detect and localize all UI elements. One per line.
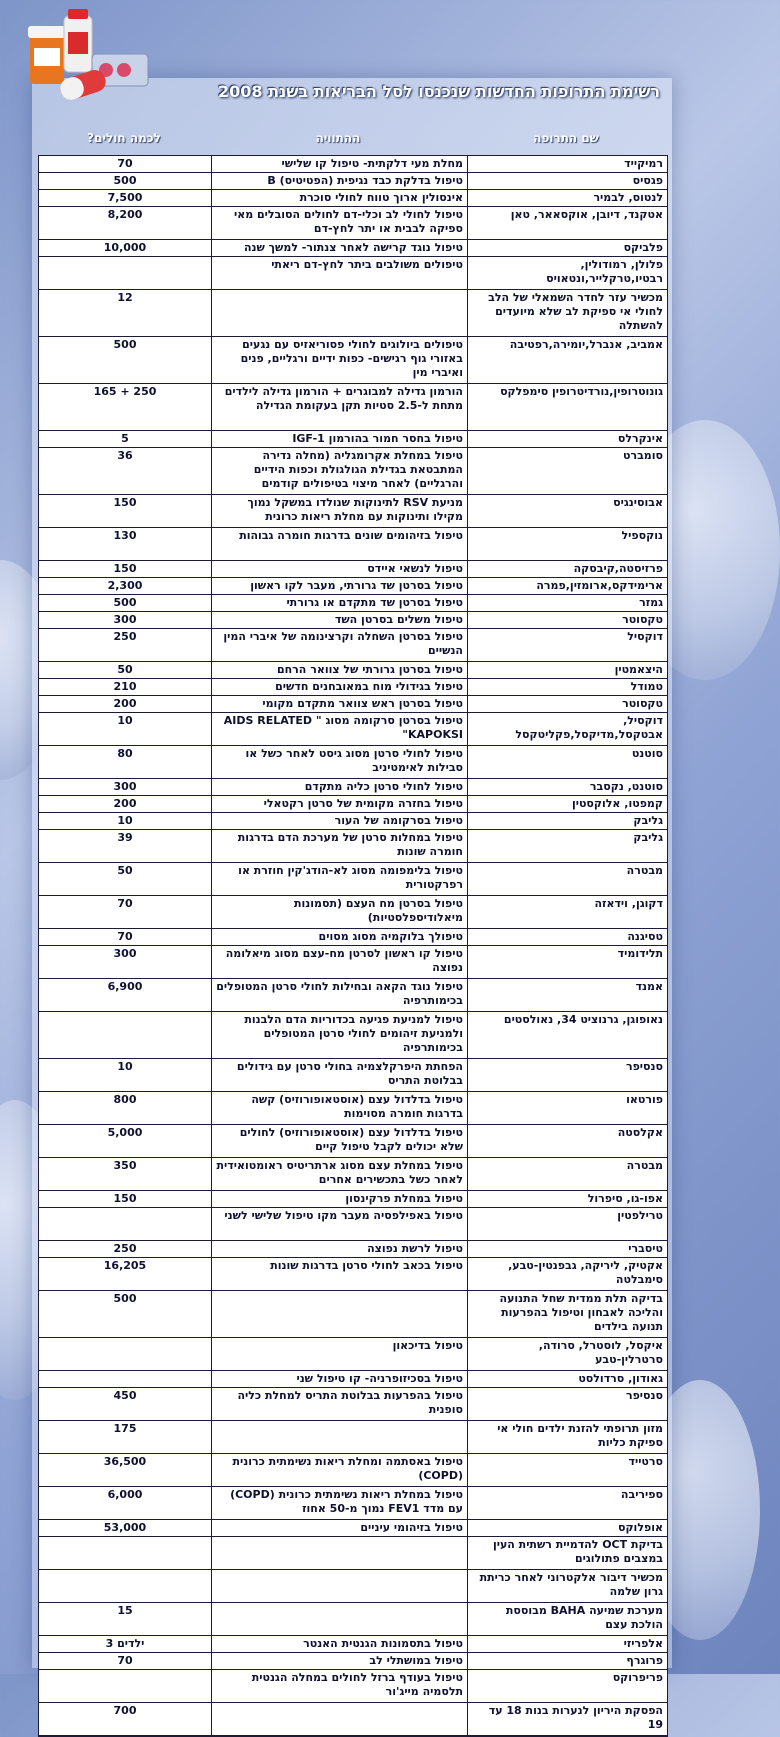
drug-name-cell: נאופוגן, גרנוציט 34, נאולסטים	[467, 1012, 667, 1058]
drug-name-cell: גליבק	[467, 813, 667, 829]
patients-cell: 10,000	[103, 241, 147, 254]
header-patients: לכמה חולים?	[87, 131, 161, 145]
table-row	[39, 1670, 667, 1703]
patients-cell: 70	[117, 1654, 133, 1667]
indication-cell: טיפול בדלדול עצם (אוסטאופורוזיס) לחולים שלא יכולים לקבל טיפול קיים	[211, 1125, 467, 1157]
drug-name-cell: ספיריבה	[467, 1487, 667, 1519]
table-row	[39, 290, 667, 337]
table-row	[39, 156, 667, 173]
indication-cell: אינסולין ארוך טווח לחולי סוכרת	[211, 190, 467, 206]
drug-name-cell: דוקסיל, אבטקסל,מדיקסל,פקליטקסל	[467, 713, 667, 745]
table-row	[39, 896, 667, 929]
table-row	[39, 713, 667, 746]
table-row	[39, 1421, 667, 1454]
drug-name-cell: סוטנט	[467, 746, 667, 778]
patients-cell: 800	[113, 1093, 137, 1106]
indication-cell: טיפול בעודף ברזל לחולים במחלה הגנטית תלסמיה מייג'ור	[211, 1670, 467, 1702]
drug-name-cell: טסיגנה	[467, 929, 667, 945]
drug-name-cell: מכשיר עזר לחדר השמאלי של הלב לחולי אי ספיקת לב שלא מיועדים להשתלה	[467, 290, 667, 336]
table-row	[39, 1454, 667, 1487]
patients-cell: 3 ילדים	[105, 1637, 145, 1650]
table-row	[39, 431, 667, 448]
patients-cell: 150	[113, 1192, 137, 1205]
indication-cell	[211, 290, 467, 336]
drug-name-cell: ארימידקס,ארומזין,פמרה	[467, 578, 667, 594]
drug-name-cell: איקסל, לוסטרל, סרודה, סרטרלין-טבע	[467, 1338, 667, 1370]
indication-cell: טיפול בסרטן גרורתי של צוואר הרחם	[211, 662, 467, 678]
indication-cell: טיפול נוגד הקאה ובחילות לחולי סרטן המטופלים בכימותרפיה	[211, 979, 467, 1011]
indication-cell: טיפול לחולי לב וכלי-דם לחולים הסובלים מאי ספיקה לבבית או יתר לחץ-דם	[211, 207, 467, 239]
drug-name-cell: פלולן, רמודולין, רבטיו,טרקלייר,ונטאויס	[467, 257, 667, 289]
table-row	[39, 1208, 667, 1241]
patients-cell: 250	[113, 1242, 137, 1255]
indication-cell: טיפול בסרטן שד גרורתי, מעבר לקו ראשון	[211, 578, 467, 594]
indication-cell: טיפול לחולי סרטן מסוג גיסט לאחר כשל או סבילות לאימטיניב	[211, 746, 467, 778]
patients-cell: 10	[117, 1060, 133, 1073]
drugs-table	[38, 155, 668, 1737]
indication-cell: טיפול בסרקומה של העור	[211, 813, 467, 829]
indication-cell: טיפול בהפרעות בבלוטת התריס למחלת כליה סופנית	[211, 1388, 467, 1420]
patients-cell: 700	[113, 1704, 137, 1717]
table-row	[39, 1636, 667, 1653]
drug-name-cell: טקסוטר	[467, 612, 667, 628]
indication-cell: טיפול בסרטן ראש צוואר מתקדם מקומי	[211, 696, 467, 712]
header-indication: ההתוויה	[315, 131, 361, 145]
patients-cell: 5	[121, 432, 129, 445]
drug-name-cell: פורטאו	[467, 1092, 667, 1124]
indication-cell: טיפול קו ראשון לסרטן מח-עצם מסוג מיאלומה נפוצה	[211, 946, 467, 978]
indication-cell: טיפול בסרטן מח העצם (תסמונות מיאלודיספלסטיות)	[211, 896, 467, 928]
drug-name-cell: טמודל	[467, 679, 667, 695]
table-row	[39, 629, 667, 662]
indication-cell: טיפול לרשת נפוצה	[211, 1241, 467, 1257]
patients-cell: 50	[117, 663, 133, 676]
patients-cell: 500	[113, 596, 137, 609]
patients-cell: 36,500	[103, 1455, 147, 1468]
table-row	[39, 257, 667, 290]
drug-name-cell: גליבק	[467, 830, 667, 862]
patients-cell: 150	[113, 562, 137, 575]
patients-cell: 210	[113, 680, 137, 693]
drug-name-cell: מבטרה	[467, 1158, 667, 1190]
drug-name-cell: מזון תרופתי להזנת ילדים חולי אי ספיקת כליות	[467, 1421, 667, 1453]
patients-cell: 350	[113, 1159, 137, 1172]
drug-name-cell: גונוטרופין,נורדיטרופין סימפלקס	[467, 384, 667, 430]
drug-name-cell: פלביקס	[467, 240, 667, 256]
patients-cell: 165 + 250	[93, 385, 157, 398]
patients-cell: 300	[113, 613, 137, 626]
drug-name-cell: הפסקת היריון לנערות בנות 18 עד 19	[467, 1703, 667, 1735]
drug-name-cell: פגסיס	[467, 173, 667, 189]
table-row	[39, 495, 667, 528]
patients-cell: 200	[113, 797, 137, 810]
table-row	[39, 1125, 667, 1158]
drug-name-cell: גאודון, סרדולסט	[467, 1371, 667, 1387]
page-title: רשימת התרופות החדשות שנכנסו לסל הבריאות בשנת 2008	[218, 82, 660, 101]
table-header	[38, 124, 666, 152]
patients-cell: 150	[113, 496, 137, 509]
table-row	[39, 779, 667, 796]
table-row	[39, 1291, 667, 1338]
patients-cell: 80	[117, 747, 133, 760]
drug-name-cell: מכשיר דיבור אלקטרוני לאחר כריתת גרון שלמה	[467, 1570, 667, 1602]
patients-cell: 300	[113, 780, 137, 793]
table-row	[39, 1012, 667, 1059]
table-row	[39, 337, 667, 384]
drug-name-cell: סנסיפר	[467, 1059, 667, 1091]
drug-name-cell: בדיקה תלת ממדית שחל התנועה והליכה לאבחון וטיפול בהפרעות תנועה בילדים	[467, 1291, 667, 1337]
patients-cell: 175	[113, 1422, 137, 1435]
drug-name-cell: אטקנד, דיובן, אוקסאאר, טאן	[467, 207, 667, 239]
drug-name-cell: אבוסינגיס	[467, 495, 667, 527]
table-row	[39, 679, 667, 696]
indication-cell: טיפול לחולי סרטן כליה מתקדם	[211, 779, 467, 795]
table-row	[39, 1338, 667, 1371]
patients-cell	[39, 1537, 211, 1569]
indication-cell: טיפול בסכיזופרניה- קו טיפול שני	[211, 1371, 467, 1387]
indication-cell: טיפול בסרטן סרקומה מסוג " AIDS RELATED KAPOKSI"	[211, 713, 467, 745]
drug-name-cell: היצאמטין	[467, 662, 667, 678]
table-row	[39, 946, 667, 979]
table-row	[39, 830, 667, 863]
drug-name-cell: סומברט	[467, 448, 667, 494]
drug-name-cell: נוקספיל	[467, 528, 667, 560]
patients-cell: 6,900	[107, 980, 143, 993]
patients-cell: 70	[117, 157, 133, 170]
table-row	[39, 1258, 667, 1291]
table-row	[39, 1191, 667, 1208]
patients-cell: 53,000	[103, 1521, 147, 1534]
patients-cell	[39, 1012, 211, 1058]
indication-cell: טיפול בסרטן השחלה וקרצינומה של איברי המין הנשיים	[211, 629, 467, 661]
table-row	[39, 1537, 667, 1570]
patients-cell: 250	[113, 630, 137, 643]
table-row	[39, 1241, 667, 1258]
indication-cell: טיפול לנשאי איידס	[211, 561, 467, 577]
patients-cell: 200	[113, 697, 137, 710]
table-row	[39, 384, 667, 431]
patients-cell: 39	[117, 831, 133, 844]
patients-cell: 450	[113, 1389, 137, 1402]
table-row	[39, 1388, 667, 1421]
patients-cell	[39, 1570, 211, 1602]
table-row	[39, 190, 667, 207]
patients-cell: 300	[113, 947, 137, 960]
patients-cell: 500	[113, 174, 137, 187]
patients-cell	[39, 1371, 211, 1387]
table-row	[39, 612, 667, 629]
drug-name-cell: קמפטו, אלוקסטין	[467, 796, 667, 812]
indication-cell: טיפול בגידולי מוח במאובחנים חדשים	[211, 679, 467, 695]
drug-name-cell: דקוגן, וידאזה	[467, 896, 667, 928]
indication-cell: טיפול במחלת עצם מסוג ארתריטיס ראומטואידית לאחר כשל בתכשירים אחרים	[211, 1158, 467, 1190]
patients-cell	[39, 1338, 211, 1370]
indication-cell: טיפול בדלקת כבד נגיפית (הפטיטיס) B	[211, 173, 467, 189]
drug-name-cell: סנסיפר	[467, 1388, 667, 1420]
drug-name-cell: אופלוקס	[467, 1520, 667, 1536]
header-drug-name: שם התרופה	[533, 131, 599, 145]
drug-name-cell: גמזר	[467, 595, 667, 611]
drug-name-cell: סרטייד	[467, 1454, 667, 1486]
patients-cell: 130	[113, 529, 137, 542]
drug-name-cell: אפו-גו, סיפרול	[467, 1191, 667, 1207]
indication-cell: טיפול בזיהומי עיניים	[211, 1520, 467, 1536]
patients-cell: 7,500	[107, 191, 143, 204]
patients-cell: 50	[117, 864, 133, 877]
medicine-bottles-icon	[20, 4, 150, 114]
table-row	[39, 173, 667, 190]
indication-cell: טיפול במחלת אקרומגליה (מחלה נדירה המתבטאת בגדילת הגולגולת וכפות הידיים והרגליים) לאחר מיצוי בטיפולים קודמים	[211, 448, 467, 494]
table-row	[39, 1487, 667, 1520]
table-row	[39, 240, 667, 257]
table-row	[39, 746, 667, 779]
indication-cell: טיפול נוגד קרישה לאחר צנתור- למשך שנה	[211, 240, 467, 256]
indication-cell: טיפול בזיהומים שונים בדרגות חומרה גבוהות	[211, 528, 467, 560]
table-row	[39, 561, 667, 578]
table-row	[39, 1703, 667, 1736]
indication-cell: טיפול משלים בסרטן השד	[211, 612, 467, 628]
table-row	[39, 929, 667, 946]
patients-cell: 12	[117, 291, 133, 304]
drug-name-cell: טרילפטין	[467, 1208, 667, 1240]
drug-name-cell: פרזיסטה,קיבסקה	[467, 561, 667, 577]
patients-cell: 16,205	[103, 1259, 147, 1272]
patients-cell: 500	[113, 338, 137, 351]
drug-name-cell: אקלסטה	[467, 1125, 667, 1157]
table-row	[39, 1158, 667, 1191]
indication-cell: טיפול במחלת ריאות נשימתית כרונית (COPD) עם מדד FEV1 נמוך מ-50 אחוז	[211, 1487, 467, 1519]
drug-name-cell: טיסברי	[467, 1241, 667, 1257]
drug-name-cell: פריפרוקס	[467, 1670, 667, 1702]
patients-cell: 2,300	[107, 579, 143, 592]
indication-cell: טיפול בסרטן שד מתקדם או גרורתי	[211, 595, 467, 611]
table-row	[39, 1603, 667, 1636]
indication-cell: טיפול בדלדול עצם (אוסטאופורוזיס) קשה בדרגות חומרה מסוימות	[211, 1092, 467, 1124]
indication-cell: טיפולים ביולוגים לחולי פסוריאזיס עם נגעים באזורי גוף רגישים- כפות ידיים ורגליים, פנים ואיברי מין	[211, 337, 467, 383]
patients-cell	[39, 1670, 211, 1702]
patients-cell	[39, 257, 211, 289]
table-row	[39, 528, 667, 561]
indication-cell: טיפול בחזרה מקומית של סרטן רקטאלי	[211, 796, 467, 812]
indication-cell	[211, 1603, 467, 1635]
indication-cell	[211, 1421, 467, 1453]
drug-name-cell: אמביב, אנברל,יומירה,רפטיבה	[467, 337, 667, 383]
table-row	[39, 448, 667, 495]
indication-cell: הפחתת היפרקלצמיה בחולי סרטן עם גידולים בבלוטת התריס	[211, 1059, 467, 1091]
drug-name-cell: אמנד	[467, 979, 667, 1011]
indication-cell: טיפול במחלות סרטן של מערכת הדם בדרגות חומרה שונות	[211, 830, 467, 862]
table-row	[39, 1570, 667, 1603]
table-row	[39, 979, 667, 1012]
drug-name-cell: סוטנט, נקסבר	[467, 779, 667, 795]
indication-cell: מניעת RSV לתינוקות שנולדו במשקל נמוך מקילו ותינוקות עם מחלת ריאות כרונית	[211, 495, 467, 527]
drug-name-cell: אינקרלס	[467, 431, 667, 447]
patients-cell: 15	[117, 1604, 133, 1617]
indication-cell: הורמון גדילה למבוגרים + הורמון גדילה לילדים מתחת ל-2.5 סטיות תקן בעקומת הגדילה	[211, 384, 467, 430]
table-row	[39, 595, 667, 612]
indication-cell: טיפול באסתמה ומחלת ריאות נשימתית כרונית (COPD)	[211, 1454, 467, 1486]
patients-cell: 10	[117, 814, 133, 827]
indication-cell: מחלת מעי דלקתית- טיפול קו שלישי	[211, 156, 467, 172]
drug-name-cell: תלידומיד	[467, 946, 667, 978]
table-row	[39, 1371, 667, 1388]
patients-cell: 5,000	[107, 1126, 143, 1139]
indication-cell	[211, 1703, 467, 1735]
indication-cell: טיפול במושתלי לב	[211, 1653, 467, 1669]
drug-name-cell: מבטרה	[467, 863, 667, 895]
patients-cell: 10	[117, 714, 133, 727]
indication-cell: טיפול בלימפומה מסוג לא-הודג'קין חוזרת או רפרקטורית	[211, 863, 467, 895]
indication-cell	[211, 1570, 467, 1602]
table-row	[39, 813, 667, 830]
table-row	[39, 863, 667, 896]
patients-cell: 70	[117, 897, 133, 910]
table-row	[39, 207, 667, 240]
indication-cell: טיפולך בלוקמיה מסוג מסוים	[211, 929, 467, 945]
drug-name-cell: פרוגרף	[467, 1653, 667, 1669]
indication-cell: טיפול בחסר חמור בהורמון IGF-1	[211, 431, 467, 447]
table-row	[39, 662, 667, 679]
patients-cell: 8,200	[107, 208, 143, 221]
indication-cell: טיפול בתסמונות הגנטית האנטר	[211, 1636, 467, 1652]
drug-name-cell: מערכת שמיעה BAHA מבוססת הולכת עצם	[467, 1603, 667, 1635]
table-row	[39, 796, 667, 813]
drug-name-cell: בדיקת OCT להדמיית רשתית העין במצבים פתולוגים	[467, 1537, 667, 1569]
indication-cell	[211, 1537, 467, 1569]
table-row	[39, 578, 667, 595]
drug-name-cell: אקטיק, ליריקה, גבפנטין-טבע, סימבלטה	[467, 1258, 667, 1290]
indication-cell: טיפול במחלת פרקינסון	[211, 1191, 467, 1207]
indication-cell	[211, 1291, 467, 1337]
indication-cell: טיפול בכאב לחולי סרטן בדרגות שונות	[211, 1258, 467, 1290]
table-row	[39, 1653, 667, 1670]
drug-name-cell: רמיקייד	[467, 156, 667, 172]
patients-cell: 36	[117, 449, 133, 462]
indication-cell: טיפול למניעת פגיעה בכדוריות הדם הלבנות ולמניעת זיהומים לחולי סרטן המטופלים בכימותרפיה	[211, 1012, 467, 1058]
indication-cell: טיפול בדיכאון	[211, 1338, 467, 1370]
drug-name-cell: דוקסיל	[467, 629, 667, 661]
table-row	[39, 696, 667, 713]
patients-cell: 6,000	[107, 1488, 143, 1501]
table-row	[39, 1092, 667, 1125]
indication-cell: טיפולים משולבים ביתר לחץ-דם ריאתי	[211, 257, 467, 289]
drug-name-cell: אלפריזי	[467, 1636, 667, 1652]
drug-name-cell: טקסוטר	[467, 696, 667, 712]
table-row	[39, 1059, 667, 1092]
patients-cell: 500	[113, 1292, 137, 1305]
patients-cell: 70	[117, 930, 133, 943]
indication-cell: טיפול באפילפסיה מעבר מקו טיפול שלישי לשני	[211, 1208, 467, 1240]
table-row	[39, 1520, 667, 1537]
patients-cell	[39, 1208, 211, 1240]
drug-name-cell: לנטוס, לבמיר	[467, 190, 667, 206]
